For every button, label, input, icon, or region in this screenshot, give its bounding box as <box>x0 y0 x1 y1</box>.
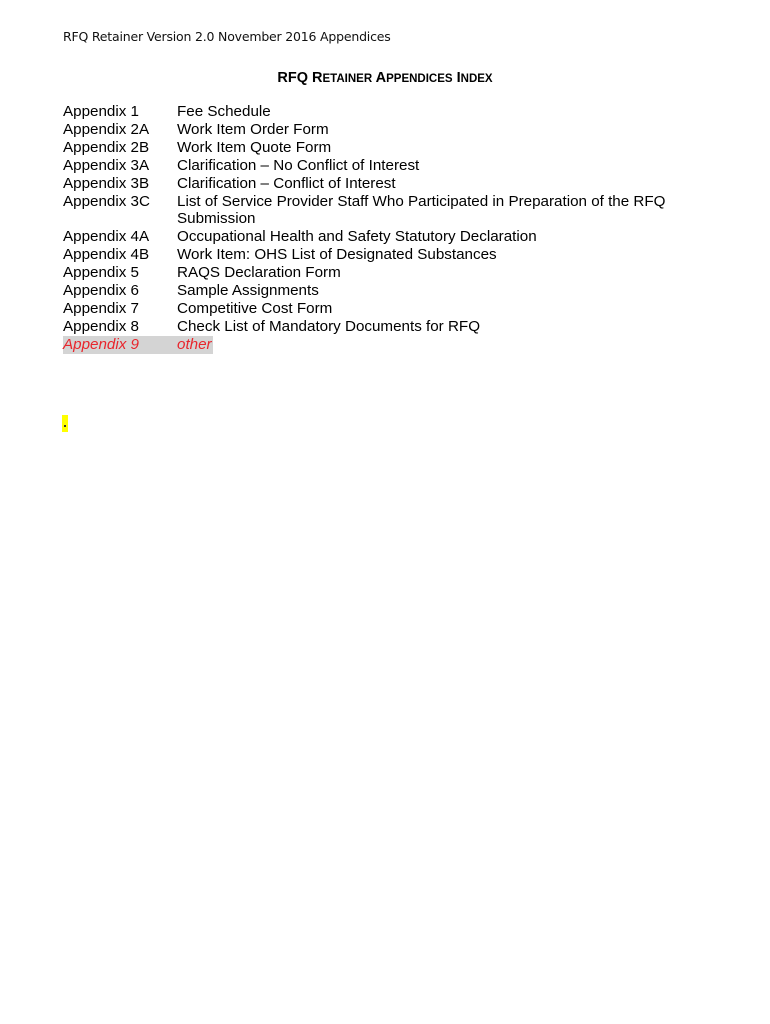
appendix-title: Work Item Order Form <box>177 120 329 138</box>
appendix-label: Appendix 8 <box>63 317 139 335</box>
appendix-label: Appendix 1 <box>63 103 139 120</box>
appendix-title: Sample Assignments <box>177 282 319 300</box>
appendix-row <box>63 103 703 121</box>
title-part: RFQ R <box>277 70 323 86</box>
appendix-label: Appendix 3C <box>63 192 150 210</box>
appendix-title: Check List of Mandatory Documents for RFQ <box>177 317 481 335</box>
title-part: A <box>372 70 387 86</box>
appendix-title: Clarification – Conflict of Interest <box>177 174 396 192</box>
title-part: I <box>452 70 461 86</box>
title-part: PPENDICES <box>386 73 453 85</box>
title-part: ETAINER <box>322 73 373 85</box>
appendix-title: Work Item: OHS List of Designated Substances <box>177 246 497 264</box>
page-header: RFQ Retainer Version 2.0 November 2016 Appendices <box>63 29 391 44</box>
appendix-row <box>63 175 703 193</box>
appendix-row <box>63 193 703 229</box>
appendix-row-highlighted <box>63 336 703 354</box>
appendix-row <box>63 282 703 300</box>
appendix-label: Appendix 6 <box>63 282 139 300</box>
appendix-row <box>63 139 703 157</box>
appendix-title: Fee Schedule <box>177 103 271 120</box>
appendix-row <box>63 318 703 336</box>
appendix-label: Appendix 4B <box>63 246 150 264</box>
appendix-row <box>63 121 703 139</box>
appendix-label: Appendix 5 <box>63 264 139 282</box>
appendix-title: Competitive Cost Form <box>177 299 333 317</box>
appendices-index <box>63 103 703 354</box>
appendix-title: Occupational Health and Safety Statutory Declaration <box>177 228 537 246</box>
appendix-title: Clarification – No Conflict of Interest <box>177 156 420 174</box>
appendix-row <box>63 264 703 282</box>
appendix-title: List of Service Provider Staff Who Participated in Preparation of the RFQ Submission <box>177 192 666 228</box>
document-title <box>0 70 770 86</box>
appendix-label: Appendix 3B <box>63 174 150 192</box>
title-part: NDEX <box>460 73 493 85</box>
appendix-row <box>63 228 703 246</box>
appendix-row <box>63 246 703 264</box>
appendix-label: Appendix 4A <box>63 228 150 246</box>
appendix-title: Work Item Quote Form <box>177 138 332 156</box>
appendix-title: other <box>177 335 212 353</box>
appendix-label: Appendix 9 <box>63 336 177 354</box>
appendix-label: Appendix 7 <box>63 299 139 317</box>
appendix-label: Appendix 3A <box>63 156 150 174</box>
appendix-label: Appendix 2B <box>63 138 150 156</box>
appendix-row <box>63 300 703 318</box>
highlight-marker <box>62 415 68 432</box>
appendix-title: RAQS Declaration Form <box>177 264 341 282</box>
appendix-label: Appendix 2A <box>63 120 150 138</box>
appendix-row <box>63 157 703 175</box>
